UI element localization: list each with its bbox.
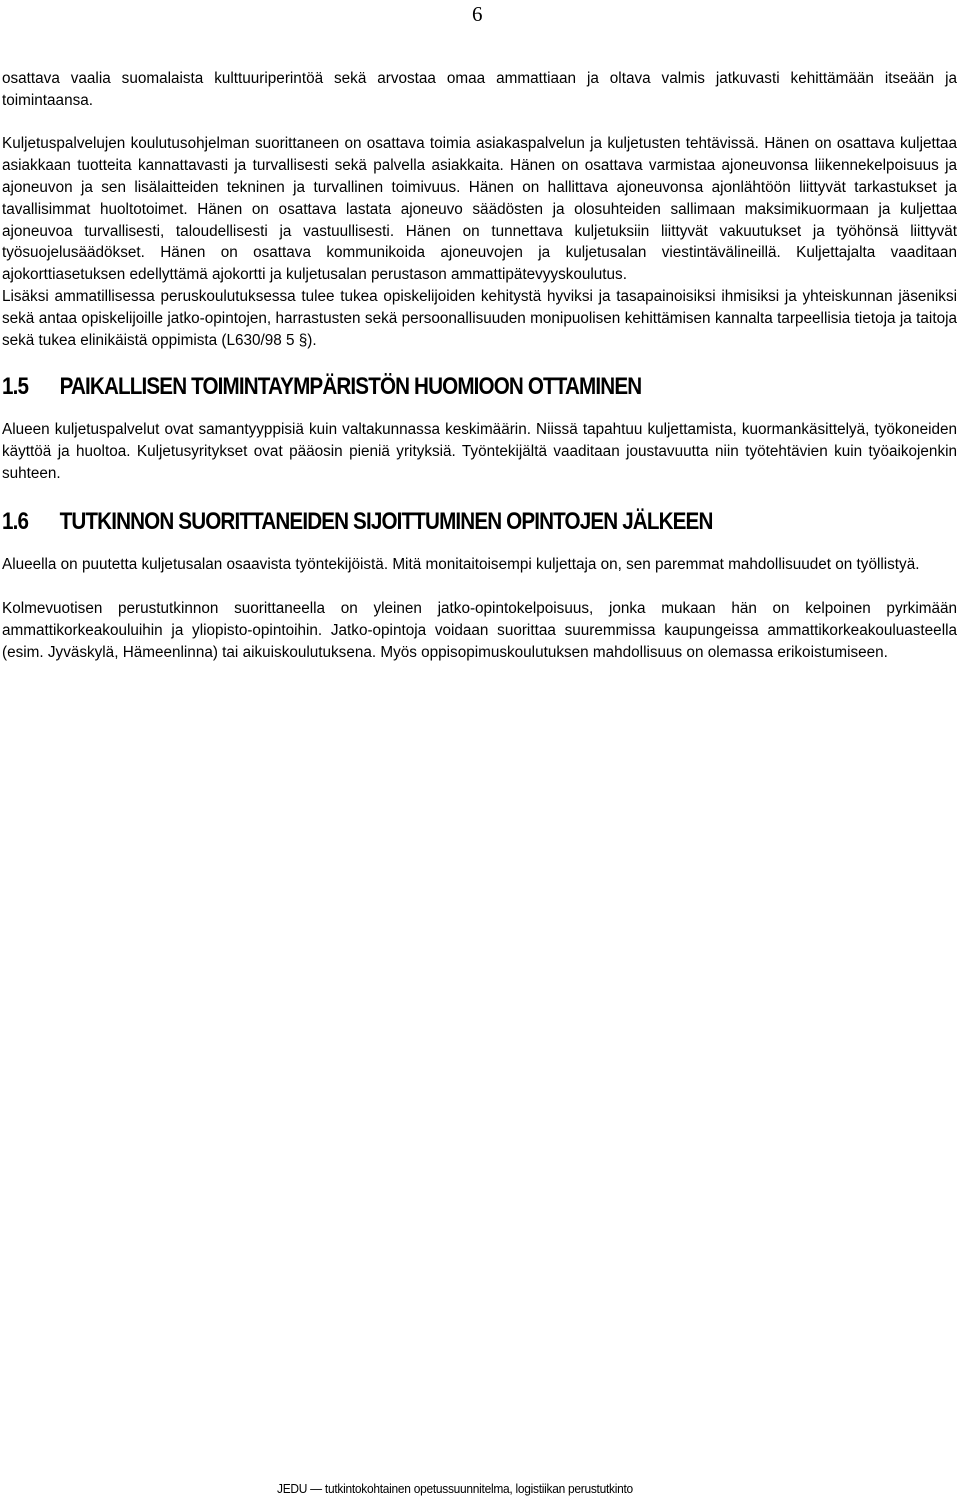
paragraph-further-studies: Kolmevuotisen perustutkinnon suorittaneella on yleinen jatko-opintokelpoisuus, jonka mukaan hän on kelpoinen pyrkimään ammattikorkeakouluihin ja yliopisto-opintoihin. Jatko-opintoja voidaan suorittaa suuremmissa kaupungeissa ammattikorkeakouluasteella (esim. Jyväskylä, Hämeenlinna) tai aikuiskoulutuksena. Myös oppisopimuskoulutuksen mahdollisuus on olemassa erikoistumiseen. xyxy=(2,599,957,661)
paragraph-local-environment: Alueen kuljetuspalvelut ovat samantyyppisiä kuin valtakunnassa keskimäärin. Niissä tapahtuu kuljettamista, kuormankäsittelyä, työkoneiden käyttöä ja huoltoa. Kuljetusyritykset ovat pääosin pieniä yrityksiä. Työntekijältä vaaditaan joustavuutta niin työtehtävien kuin työaikojenkin suhteen. xyxy=(2,421,957,482)
page-number: 6 xyxy=(472,2,483,26)
section-heading-1-6 xyxy=(2,507,823,535)
section-number: 1.6 xyxy=(2,507,29,535)
section-title: TUTKINNON SUORITTANEIDEN SIJOITTUMINEN OPINTOJEN JÄLKEEN xyxy=(59,507,713,535)
document-body xyxy=(2,68,957,663)
section-heading-1-5 xyxy=(2,373,823,401)
paragraph-competence-requirements: Kuljetuspalvelujen koulutusohjelman suorittaneen on osattava toimia asiakaspalvelun ja kuljetusten tehtävissä. Hänen on osattava kuljettaa asiakkaan tuotteita kannattavasti ja turvallisesti sekä palvella asiakkaita. Hänen on osattava varmistaa ajoneuvonsa liikennekelpoisuus ja ajoneuvon ja sen lisälaitteiden tekninen ja turvallinen toimivuus. Hänen on hallittava ajoneuvonsa ajonlähtöön liittyvät tarkastukset ja tavallisimmat huoltotoimet. Hänen on osattava lastata ajoneuvo säädösten ja olosuhteiden sallimaan maksimikuormaan ja kuljettaa ajoneuvoa turvallisesti, taloudellisesti ja vastuullisesti. Hänen on tunnettava kuljetuksiin liittyvät vakuutukset ja työhönsä liittyvät työsuojelusäädökset. Hänen on osattava kommunikoida ajoneuvojen ja kuljetusalan viestintävälineillä. Kuljettajalta vaaditaan ajokorttiasetuksen edellyttämä ajokortti ja kuljetusalan perustason ammattipätevyyskoulutus. xyxy=(2,135,957,284)
section-title: PAIKALLISEN TOIMINTAYMPÄRISTÖN HUOMIOON OTTAMINEN xyxy=(59,373,642,401)
section-number: 1.5 xyxy=(2,373,29,401)
page-footer: JEDU — tutkintokohtainen opetussuunnitelma, logistiikan perustutkinto xyxy=(277,1481,633,1496)
paragraph-employment: Alueella on puutetta kuljetusalan osaavista työntekijöistä. Mitä monitaitoisempi kuljettaja on, sen paremmat mahdollisuudet on työllistyä. xyxy=(2,556,920,574)
paragraph-intro-continued: osattava vaalia suomalaista kulttuuriperintöä sekä arvostaa omaa ammattiaan ja oltava valmis jatkuvasti kehittämään itseään ja toimintaansa. xyxy=(2,70,957,109)
paragraph-general-education-goals: Lisäksi ammatillisessa peruskoulutuksessa tulee tukea opiskelijoiden kehitystä hyviksi ja tasapainoisiksi ihmisiksi ja yhteiskunnan jäseniksi sekä antaa opiskelijoille jatko-opintojen, harrastusten sekä persoonallisuuden monipuolisen kehittämisen kannalta tarpeellisia tietoja ja taitoja sekä tukea elinikäistä oppimista (L630/98 5 §). xyxy=(2,287,957,349)
